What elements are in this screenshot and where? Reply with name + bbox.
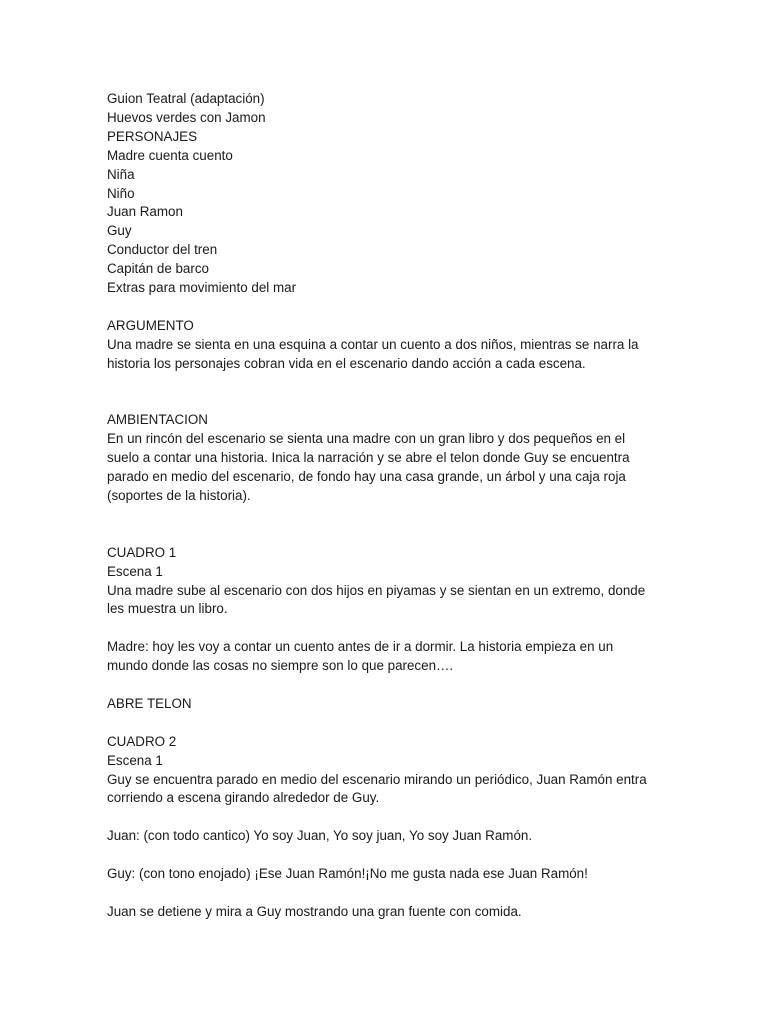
ambientacion-text: (soportes de la historia). [107,488,251,503]
ambientacion-text: suelo a contar una historia. Inica la narración y se abre el telon donde Guy se encuentra [107,450,630,466]
personaje-item: Conductor del tren [107,242,218,258]
personaje-item: Capitán de barco [107,261,209,277]
spacer [107,714,668,733]
personajes-heading: PERSONAJES [107,128,198,144]
spacer [107,676,668,695]
cuadro2-text: Guy se encuentra parado en medio del escenario mirando un periódico, Juan Ramón entra [107,771,647,787]
personaje-item: Extras para movimiento del mar [107,280,297,296]
personaje-item: Madre cuenta cuento [107,147,233,163]
spacer [107,884,668,903]
cuadro2-heading: CUADRO 2 [107,733,177,749]
spacer [107,808,668,827]
personaje-item: Niño [107,185,135,201]
abre-telon: ABRE TELON [107,695,192,711]
spacer [107,298,668,317]
guy-dialogue: Guy: (con tono enojado) ¡Ese Juan Ramón!¡No me gusta nada ese Juan Ramón! [107,866,588,882]
juan-dialogue: Juan: (con todo cantico) Yo soy Juan, Yo soy juan, Yo soy Juan Ramón. [107,828,533,844]
cuadro1-text: Una madre sube al escenario con dos hijos en piyamas y se sientan en un extremo, donde [107,582,646,598]
ambientacion-text: En un rincón del escenario se sienta una madre con un gran libro y dos pequeños en el [107,431,626,447]
argumento-heading: ARGUMENTO [107,317,194,333]
personaje-item: Guy [107,223,132,239]
document-title: Guion Teatral (adaptación) [107,91,265,106]
cuadro1-heading: CUADRO 1 [107,544,177,560]
personaje-item: Juan Ramon [107,204,183,220]
cuadro2-text: corriendo a escena girando alrededor de Guy. [107,790,380,806]
argumento-text: historia los personajes cobran vida en el escenario dando acción a cada escena. [107,355,586,371]
spacer [107,846,668,865]
cuadro2-escena: Escena 1 [107,752,163,768]
spacer [107,619,668,638]
stage-direction: Juan se detiene y mira a Guy mostrando una gran fuente con comida. [107,903,522,919]
ambientacion-text: parado en medio del escenario, de fondo hay una casa grande, un árbol y una caja roja [107,469,626,485]
cuadro1-text: les muestra un libro. [107,601,228,617]
madre-dialogue: Madre: hoy les voy a contar un cuento antes de ir a dormir. La historia empieza en un [107,639,614,655]
spacer [107,506,668,544]
argumento-text: Una madre se sienta en una esquina a contar un cuento a dos niños, mientras se narra la [107,336,639,352]
cuadro1-escena: Escena 1 [107,563,163,579]
document-subtitle: Huevos verdes con Jamon [107,109,266,125]
spacer [107,374,668,412]
madre-dialogue: mundo donde las cosas no siempre son lo que parecen…. [107,658,454,674]
ambientacion-heading: AMBIENTACION [107,412,208,428]
personaje-item: Niña [107,166,135,182]
